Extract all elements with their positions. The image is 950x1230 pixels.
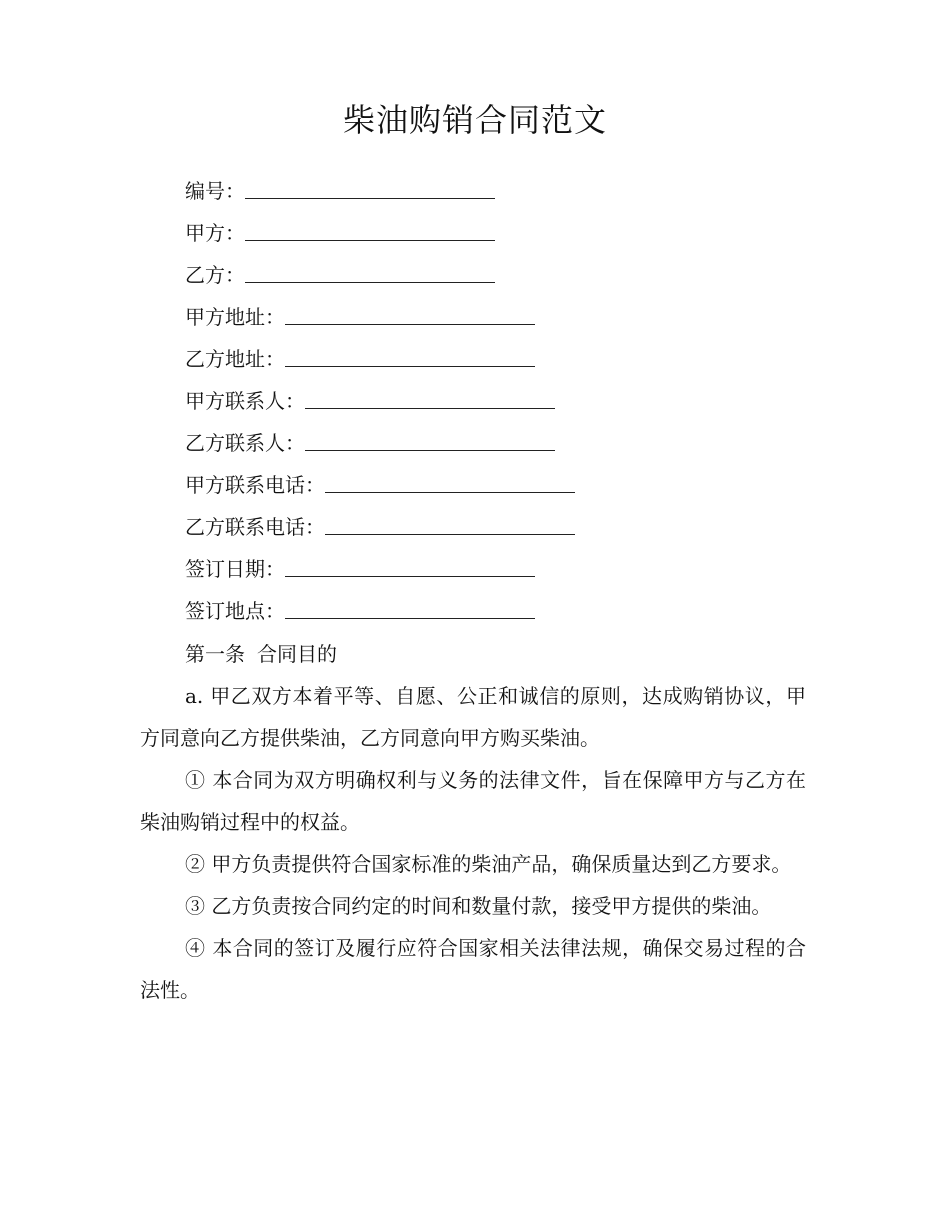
blank-line[interactable] [245, 282, 495, 283]
field-party-b-contact [185, 422, 825, 464]
blank-line[interactable] [305, 408, 555, 409]
field-party-a-address [185, 296, 825, 338]
field-label: 甲方地址： [185, 305, 285, 329]
field-label: 甲方联系电话： [185, 473, 325, 497]
field-label: 乙方联系电话： [185, 515, 325, 539]
field-party-a-phone [185, 464, 825, 506]
field-contract-number [185, 170, 825, 212]
contract-body [140, 633, 806, 1011]
field-party-b [185, 254, 825, 296]
field-party-b-phone [185, 506, 825, 548]
field-label: 甲方： [185, 221, 245, 245]
blank-line[interactable] [305, 450, 555, 451]
field-label: 签订地点： [185, 599, 285, 623]
clause-paragraph: a. 甲乙双方本着平等、自愿、公正和诚信的原则，达成购销协议，甲方同意向乙方提供柴油，乙方同意向甲方购买柴油。 [140, 684, 806, 750]
clause-paragraph: ④ 本合同的签订及履行应符合国家相关法律法规，确保交易过程的合法性。 [140, 936, 806, 1002]
clause-paragraph: ① 本合同为双方明确权利与义务的法律文件，旨在保障甲方与乙方在柴油购销过程中的权益。 [140, 768, 806, 834]
field-label: 乙方： [185, 263, 245, 287]
blank-line[interactable] [285, 366, 535, 367]
blank-line[interactable] [325, 492, 575, 493]
contract-info-fields [185, 170, 825, 632]
clause-paragraph: ② 甲方负责提供符合国家标准的柴油产品，确保质量达到乙方要求。 [185, 852, 792, 876]
clause-paragraph: ③ 乙方负责按合同约定的时间和数量付款，接受甲方提供的柴油。 [185, 894, 772, 918]
field-label: 甲方联系人： [185, 389, 305, 413]
field-label: 乙方联系人： [185, 431, 305, 455]
field-party-b-address [185, 338, 825, 380]
field-label: 乙方地址： [185, 347, 285, 371]
field-signing-date [185, 548, 825, 590]
blank-line[interactable] [325, 534, 575, 535]
blank-line[interactable] [285, 618, 535, 619]
document-title: 柴油购销合同范文 [342, 101, 607, 139]
blank-line[interactable] [245, 198, 495, 199]
blank-line[interactable] [245, 240, 495, 241]
section-title: 合同目的 [257, 642, 337, 666]
field-label: 签订日期： [185, 557, 285, 581]
field-party-a-contact [185, 380, 825, 422]
field-label: 编号： [185, 179, 245, 203]
section-heading [140, 633, 806, 675]
field-signing-place [185, 590, 825, 632]
blank-line[interactable] [285, 576, 535, 577]
field-party-a [185, 212, 825, 254]
blank-line[interactable] [285, 324, 535, 325]
section-number: 第一条 [185, 642, 245, 666]
